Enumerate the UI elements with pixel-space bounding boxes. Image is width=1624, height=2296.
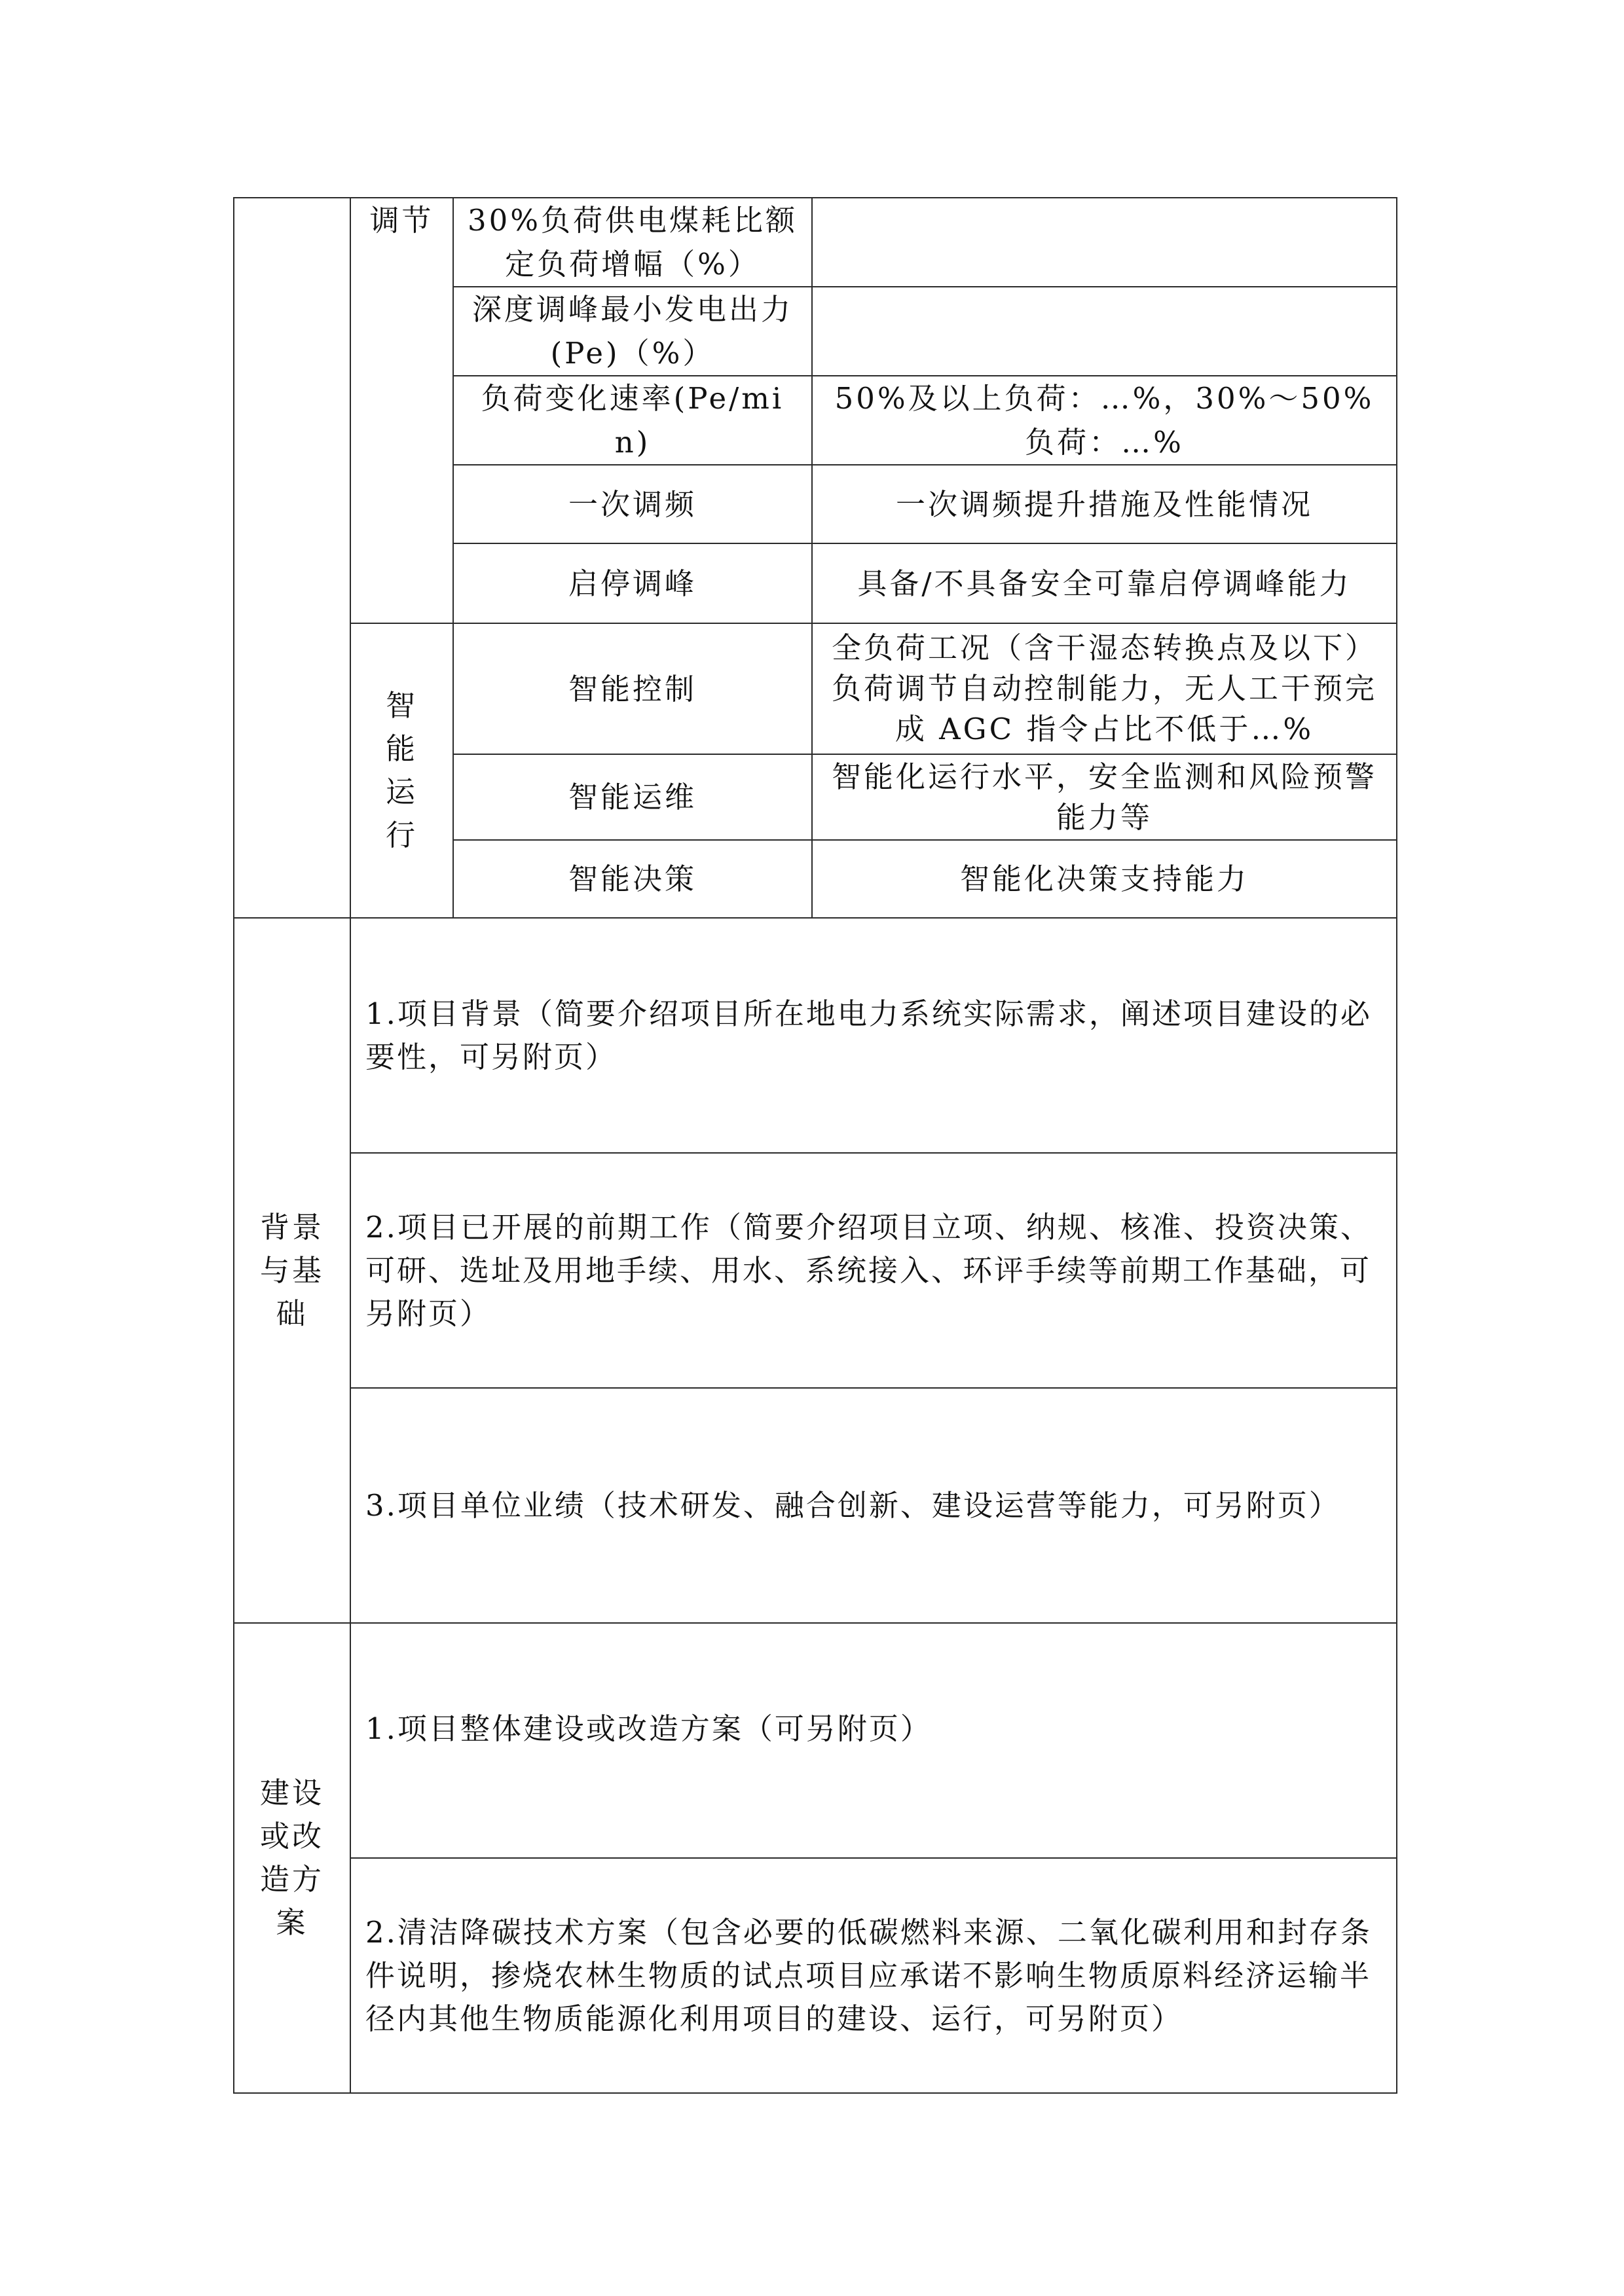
smart-operation-label-text: 智能运行 (385, 688, 418, 852)
value-cell[interactable] (812, 754, 1397, 840)
item-cell (453, 465, 812, 543)
item-primary-frequency: 一次调频 (568, 486, 697, 522)
value-smart-decision: 智能化决策支持能力 (959, 862, 1249, 896)
table-row (234, 1388, 1397, 1623)
regulation-label-text: 调节 (369, 203, 434, 238)
regulation-group-label (350, 198, 453, 623)
value-cell[interactable] (812, 198, 1397, 287)
table-row (234, 198, 1397, 287)
item-smart-control: 智能控制 (568, 671, 697, 706)
plan-item-cell[interactable] (350, 1623, 1397, 1858)
plan-item-decarbonization-plan: 2.清洁降碳技术方案（包含必要的低碳燃料来源、二氧化碳利用和封存条件说明，掺烧农林生物质的试点项目应承诺不影响生物质原料经济运输半径内其他生物质能源化利用项目的建设、运行，可另附页） (365, 1914, 1372, 2036)
project-form-table (233, 197, 1397, 2094)
item-cell (453, 376, 812, 465)
background-item-unit-performance: 3.项目单位业绩（技术研发、融合创新、建设运营等能力，可另附页） (365, 1487, 1340, 1523)
table-row (234, 1858, 1397, 2093)
background-item-cell[interactable] (350, 1388, 1397, 1623)
item-smart-decision: 智能决策 (568, 862, 697, 896)
value-cell[interactable] (812, 465, 1397, 543)
table-row (234, 918, 1397, 1153)
item-min-output: 深度调峰最小发电出力(Pe)（%） (471, 292, 793, 371)
continued-section-cell (234, 198, 350, 918)
background-item-project-background: 1.项目背景（简要介绍项目所在地电力系统实际需求，阐述项目建设的必要性，可另附页） (365, 996, 1372, 1074)
item-cell (453, 754, 812, 840)
table-row (234, 1153, 1397, 1388)
value-cell[interactable] (812, 623, 1397, 754)
item-cell (453, 840, 812, 918)
table-row (234, 623, 1397, 754)
background-item-cell[interactable] (350, 1153, 1397, 1388)
item-cell (453, 287, 812, 376)
background-label-text: 背景与基础 (259, 1209, 324, 1331)
smart-operation-group-label (350, 623, 453, 918)
value-cell[interactable] (812, 376, 1397, 465)
item-load-change-rate: 负荷变化速率(Pe/min) (481, 381, 784, 460)
value-cell[interactable] (812, 840, 1397, 918)
background-item-cell[interactable] (350, 918, 1397, 1153)
value-primary-frequency: 一次调频提升措施及性能情况 (895, 486, 1313, 522)
item-cell (453, 543, 812, 623)
item-cell (453, 198, 812, 287)
item-cell (453, 623, 812, 754)
value-smart-control: 全负荷工况（含干湿态转换点及以下）负荷调节自动控制能力，无人工干预完成 AGC 指令占比不低于…% (831, 630, 1377, 746)
plan-label-text: 建设或改造方案 (259, 1776, 324, 1940)
value-load-change-rate: 50%及以上负荷：…%，30%～50%负荷：…% (834, 381, 1375, 460)
plan-section-label (234, 1623, 350, 2093)
value-start-stop-peak: 具备/不具备安全可靠启停调峰能力 (857, 566, 1352, 601)
value-cell[interactable] (812, 287, 1397, 376)
value-smart-maintenance: 智能化运行水平，安全监测和风险预警能力等 (831, 759, 1377, 835)
item-coal-consumption-increase: 30%负荷供电煤耗比额定负荷增幅（%） (467, 203, 798, 282)
background-section-label (234, 918, 350, 1623)
item-start-stop-peak: 启停调峰 (568, 566, 697, 601)
background-item-preliminary-work: 2.项目已开展的前期工作（简要介绍项目立项、纳规、核准、投资决策、可研、选址及用地手续、用水、系统接入、环评手续等前期工作基础，可另附页） (365, 1209, 1372, 1331)
value-cell[interactable] (812, 543, 1397, 623)
table-row (234, 1623, 1397, 1858)
plan-item-overall-plan: 1.项目整体建设或改造方案（可另附页） (365, 1711, 932, 1746)
plan-item-cell[interactable] (350, 1858, 1397, 2093)
item-smart-maintenance: 智能运维 (568, 780, 697, 814)
